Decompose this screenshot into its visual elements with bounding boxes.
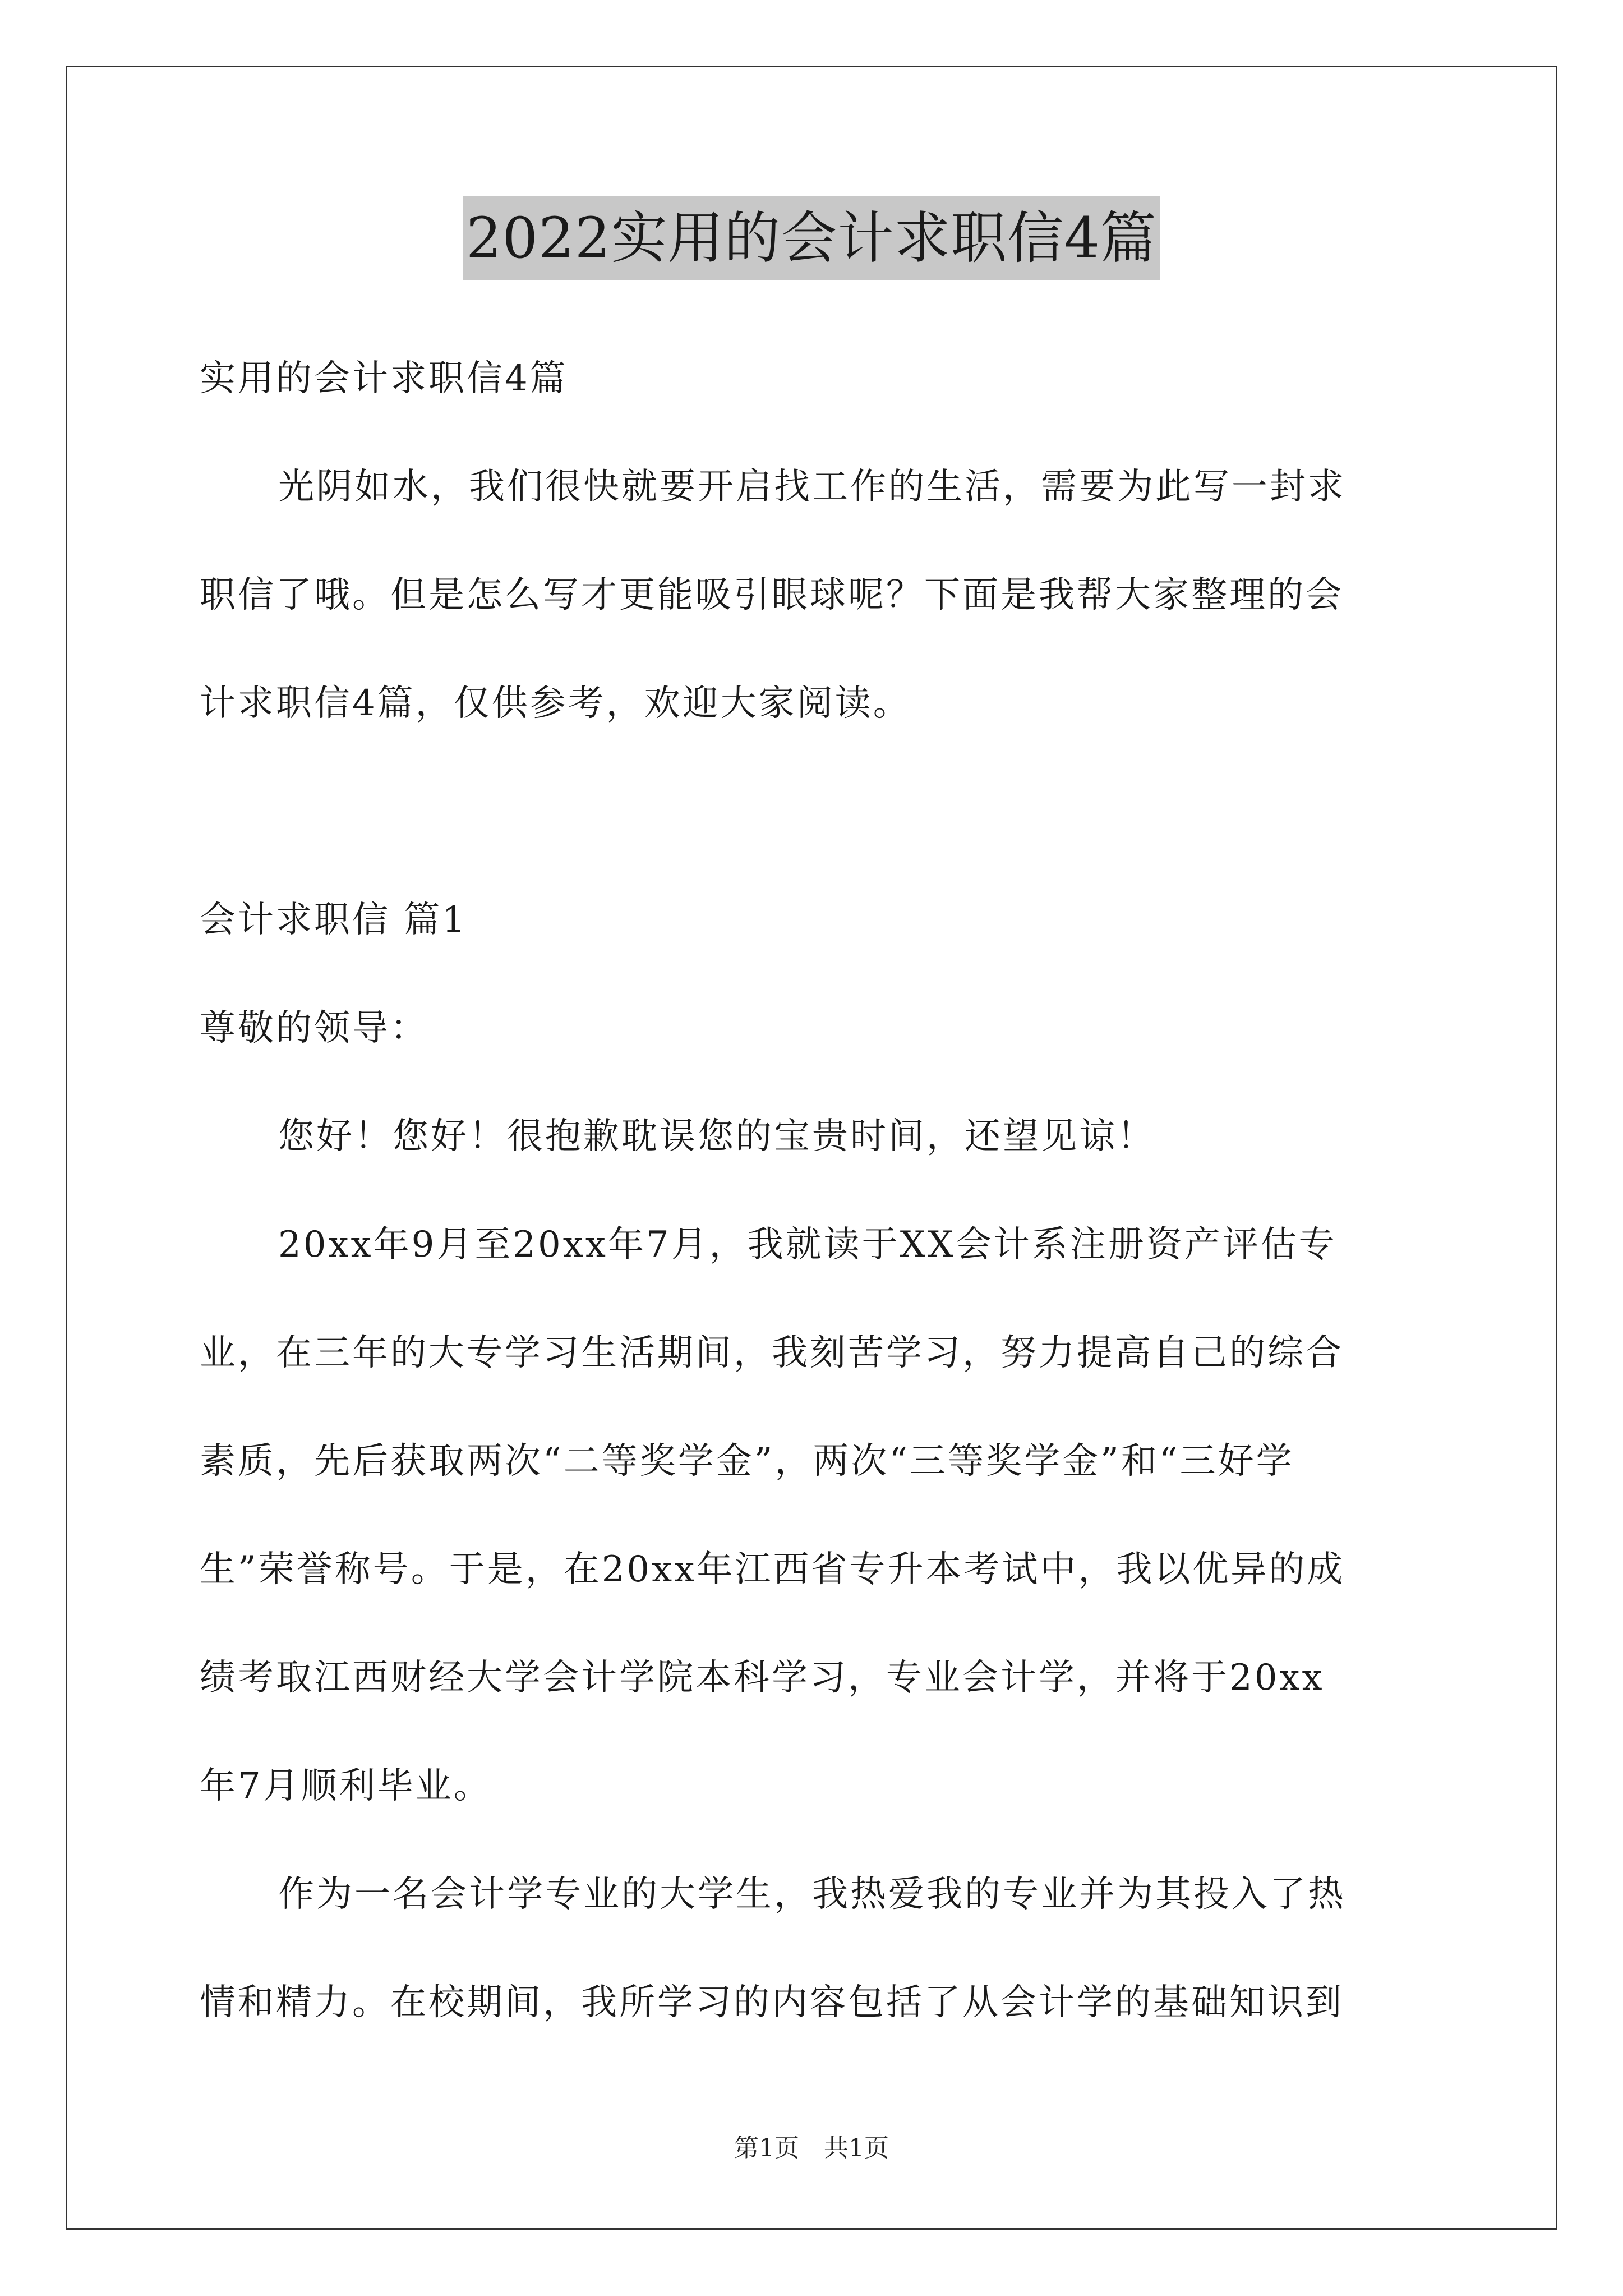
document-body: [200, 337, 1422, 2069]
paragraph-line: 业，在三年的大专学习生活期间，我刻苦学习，努力提高自己的综合: [200, 1332, 1344, 1374]
salutation-line: 尊敬的领导：: [200, 1007, 428, 1049]
subtitle-line: 实用的会计求职信4篇: [200, 358, 568, 399]
paragraph-line: 光阴如水，我们很快就要开启找工作的生活，需要为此写一封求: [278, 466, 1346, 508]
paragraph-line: 作为一名会计学专业的大学生，我热爱我的专业并为其投入了热: [278, 1874, 1346, 1915]
paragraph-line: 年7月顺利毕业。: [200, 1765, 492, 1807]
paragraph-line: 您好！您好！很抱歉耽误您的宝贵时间，还望见谅！: [278, 1116, 1155, 1157]
paragraph-line: 生”荣誉称号。于是，在20xx年江西省专升本考试中，我以优异的成: [200, 1549, 1345, 1590]
page-footer: 第1页 共1页: [734, 2134, 889, 2162]
document-title: 2022实用的会计求职信4篇: [463, 196, 1160, 280]
paragraph-line: 情和精力。在校期间，我所学习的内容包括了从会计学的基础知识到: [200, 1982, 1344, 2023]
paragraph-line: 职信了哦。但是怎么写才更能吸引眼球呢？下面是我帮大家整理的会: [200, 574, 1344, 616]
paragraph-line: 绩考取江西财经大学会计学院本科学习，专业会计学，并将于20xx: [200, 1657, 1325, 1699]
paragraph-line: 计求职信4篇，仅供参考，欢迎大家阅读。: [200, 683, 911, 724]
title-wrap: [0, 196, 1623, 280]
section-heading: 会计求职信 篇1: [200, 899, 468, 941]
paragraph-line: 素质，先后获取两次“二等奖学金”，两次“三等奖学金”和“三好学: [200, 1441, 1294, 1482]
blank-line: [200, 770, 1422, 878]
paragraph-line: 20xx年9月至20xx年7月，我就读于XX会计系注册资产评估专: [278, 1224, 1337, 1266]
